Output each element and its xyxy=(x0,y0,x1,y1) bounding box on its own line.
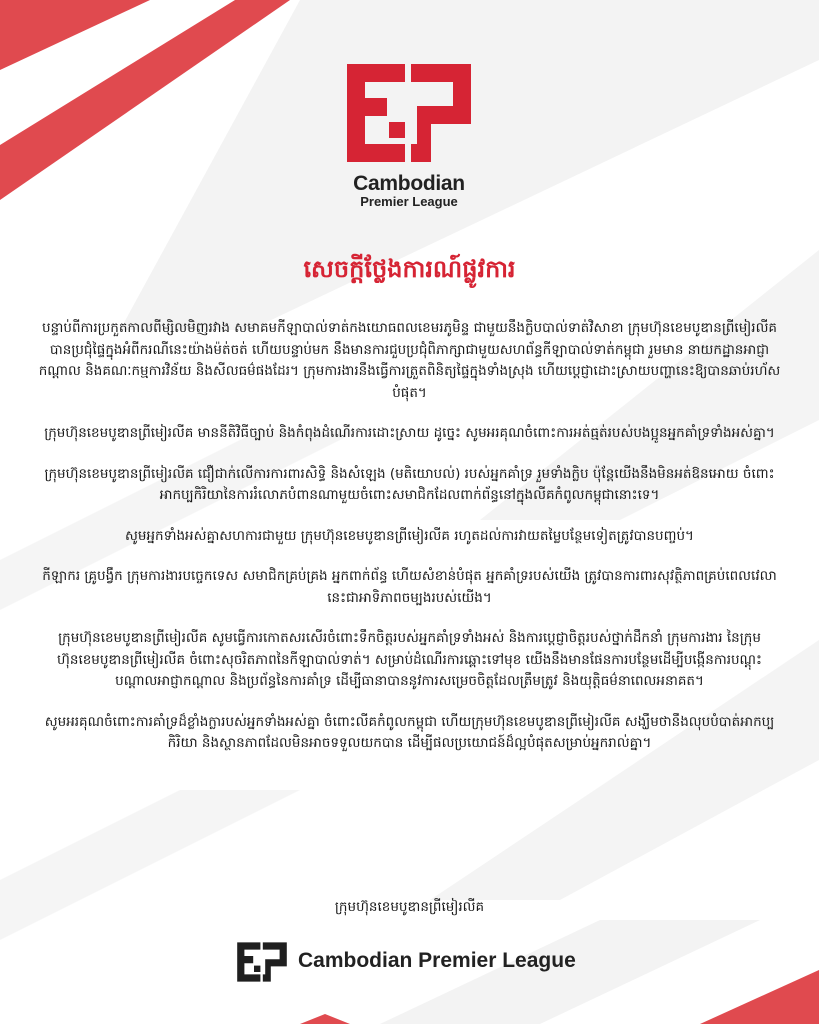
statement-paragraph: សូមអ្នកទាំងអស់គ្នាសហការជាមួយ ក្រុមហ៊ុនខេមបូឌានព្រីមៀរលីគ រហូតដល់ការវាយតម្លៃបន្ថែមទៀតត្រូវបានបញ្ចប់។ xyxy=(125,527,694,544)
signature-line: ក្រុមហ៊ុនខេមបូឌានព្រីមៀរលីគ xyxy=(334,899,485,915)
statement-paragraph: ក្រុមហ៊ុនខេមបូឌានព្រីមៀរលីគ ជឿជាក់លើការការពារសិទ្ធិ និងសំឡេង (មតិយោបល់) របស់អ្នកគាំទ្រ រួមទាំងក្លិប ប៉ុន្តែយើងនឹងមិនអត់ឱនអោយ ចំពោះអាកប្បកិរិយានៃការរំលោភបំពានណាមួយចំពោះសមាជិកដែលពាក់ព័ន្ធនៅក្នុងលីគកំពូលកម្ពុជានោះទេ។ xyxy=(44,465,775,503)
statement-paragraph: កីឡាករ គ្រូបង្វឹក ក្រុមការងារបច្ចេកទេស សមាជិកគ្រប់គ្រង អ្នកពាក់ព័ន្ធ ហើយសំខាន់បំផុត អ្នកគាំទ្ររបស់យើង ត្រូវបានការពារសុវត្ថិភាពគ្រប់ពេលវេលា នេះជាអាទិភាពចម្បងរបស់យើង។ xyxy=(42,568,777,606)
logo-line-cambodian: Cambodian xyxy=(353,172,465,195)
statement-paragraph: ក្រុមហ៊ុនខេមបូឌានព្រីមៀរលីគ សូមធ្វើការកោតសរសើរចំពោះទឹកចិត្តរបស់អ្នកគាំទ្រទាំងអស់ និងការប្តេជ្ញាចិត្តរបស់ថ្នាក់ដឹកនាំ ក្រុមការងារ នៃក្រុមហ៊ុនខេមបូឌានព្រីមៀរលីគ ចំពោះសុចរិតភាពនៃកីឡាបាល់ទាត់។ សម្រាប់ដំណើរការឆ្ពោះទៅមុខ យើងនឹងមានផែនការបន្ថែមដើម្បីបង្កើនការបណ្តុះបណ្តាលអាជ្ញាកណ្តាល និងប្រព័ន្ធនៃការគាំទ្រ ដើម្បីធានាបាននូវការសម្រេចចិត្តដែលត្រឹមត្រូវ និងយុត្តិធម៌នាពេលអនាគត។ xyxy=(57,630,762,689)
footer-league-name: Cambodian Premier League xyxy=(298,949,576,972)
red-corner-stripe xyxy=(700,970,819,1024)
statement-body xyxy=(38,318,781,774)
footer-logo xyxy=(236,938,586,988)
logo-line-premier-league: Premier League xyxy=(360,194,458,209)
cpl-logo-icon xyxy=(345,58,473,168)
red-corner-stripe xyxy=(300,1014,350,1024)
statement-paragraph: សូមអរគុណចំពោះការគាំទ្រដ៏ខ្លាំងក្លារបស់អ្នកទាំងអស់គ្នា ចំពោះលីគកំពូលកម្ពុជា ហើយក្រុមហ៊ុនខេមបូឌានព្រីមៀរលីគ សង្ឃឹមថានឹងលុបបំបាត់អាកប្បកិរិយា និងស្ថានភាពដែលមិនអាចទទួលយកបាន ដើម្បីផលប្រយោជន៍ដ៏ល្អបំផុតសម្រាប់អ្នករាល់គ្នា។ xyxy=(44,713,775,751)
statement-paragraph: បន្ទាប់ពីការប្រកួតកាលពីម្សិលមិញរវាង សមាគមកីឡាបាល់ទាត់កងយោធពលខេមរភូមិន្ទ ជាមួយនឹងក្លិបបាល់ទាត់វិសាខា ក្រុមហ៊ុនខេមបូឌានព្រីមៀរលីគ បានប្រជុំផ្ទៃក្នុងអំពីករណីនេះយ៉ាងម៉ត់ចត់ ហើយបន្ទាប់មក នឹងមានការជួបប្រជុំពិភាក្សាជាមួយសហព័ន្ធកីឡាបាល់ទាត់កម្ពុជា រួមមាន នាយកដ្ឋានអាជ្ញាកណ្តាល និងគណៈកម្មការវិន័យ និងសីលធម៌ផងដែរ។ ក្រុមការងារនឹងធ្វើការត្រួតពិនិត្យផ្ទៃក្នុងទាំងស្រុង ហើយប្តេជ្ញាដោះស្រាយបញ្ហានេះឱ្យបានឆាប់រហ័សបំផុត។ xyxy=(38,320,781,401)
statement-paragraph: ក្រុមហ៊ុនខេមបូឌានព្រីមៀរលីគ មាននីតិវិធីច្បាប់ និងកំពុងដំណើរការដោះស្រាយ ដូច្នេះ សូមអរគុណចំពោះការអត់ធ្មត់របស់បងប្អូនអ្នកគាំទ្រទាំងអស់គ្នា។ xyxy=(44,425,775,441)
page-title: សេចក្តីថ្លែងការណ៍ផ្លូវការ xyxy=(303,255,516,283)
header-logo xyxy=(339,58,479,208)
red-corner-stripe xyxy=(0,0,150,70)
cpl-logo-icon xyxy=(236,940,288,984)
